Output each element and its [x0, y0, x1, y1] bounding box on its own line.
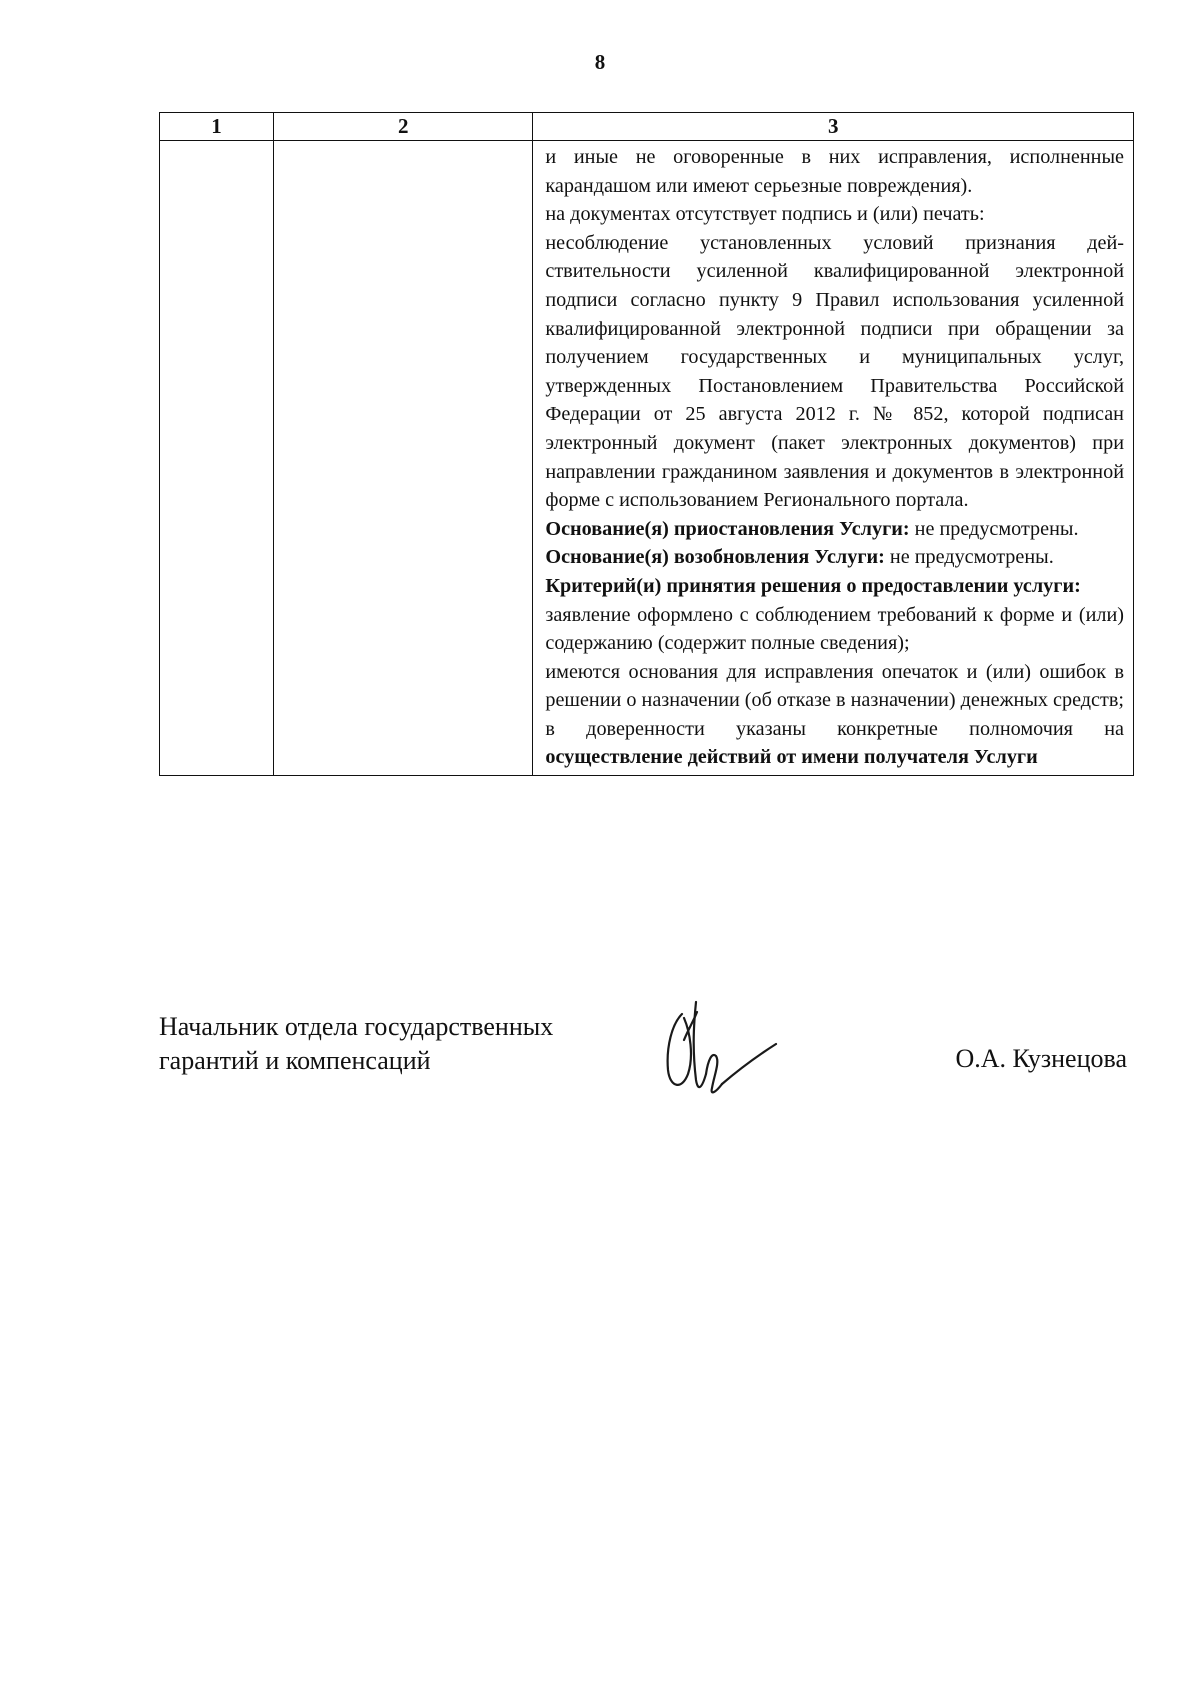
column-header-1: 1: [160, 113, 274, 141]
suspension-text: не предусмотрены.: [909, 517, 1079, 540]
signatory-name: О.А. Кузнецова: [955, 1044, 1127, 1073]
table-cell-col1: [160, 141, 274, 776]
criteria-label: Критерий(и) принятия решения о предоставлении услуги:: [545, 574, 1081, 597]
table-row: [160, 141, 1134, 776]
signatory-position: [159, 1010, 553, 1078]
position-line-1: Начальник отдела государственных: [159, 1012, 554, 1041]
suspension-label: Основание(я) приостановления Услуги:: [545, 517, 910, 540]
requirements-table: [159, 112, 1134, 776]
paragraph-resumption: [545, 543, 1124, 572]
paragraph-corrections: и иные не оговоренные в них исправления, исполненные карандашом или имеют серьезные повреждения).: [545, 146, 1124, 197]
table-header-row: [160, 113, 1134, 141]
paragraph-electronic-signature: несоблюдение установленных условий признания действительности усиленной квалифицированной электронной подписи согласно пункту 9 Правил использования усиленной квалифицированной электронной подписи при обращении за получением государственных и муниципальных услуг, утвержденных Постановлением Правительства Российской Федерации от 25 августа 2012 г. № 852, которой подписан электронный документ (пакет электронных документов) при направлении гражданином заявления и документов в электронной форме с использованием Регионального портала.: [545, 231, 1124, 512]
power-of-attorney-bold: осуществление действий от имени получателя Услуги: [545, 746, 1038, 769]
table-cell-col2: [274, 141, 533, 776]
handwritten-signature: [650, 992, 790, 1102]
paragraph-no-signature: на документах отсутствует подпись и (или) печать:: [545, 203, 985, 226]
paragraph-application-form: заявление оформлено с соблюдением требований к форме и (или) содержанию (содержит полные сведения);: [545, 603, 1124, 655]
paragraph-criteria-heading: [545, 572, 1124, 601]
column-header-2: 2: [274, 113, 533, 141]
resumption-text: не предусмотрены.: [884, 546, 1054, 569]
paragraph-power-of-attorney: [545, 715, 1124, 772]
position-line-2: гарантий и компенсаций: [159, 1046, 431, 1075]
table-cell-col3: [533, 141, 1134, 776]
column-header-3: 3: [533, 113, 1134, 141]
power-of-attorney-text: в доверенности указаны конкретные полномочия на: [545, 717, 1124, 740]
paragraph-correction-grounds: имеются основания для исправления опечаток и (или) ошибок в решении о назначении (об отказе в назначении) денежных средств;: [545, 660, 1124, 712]
page-number: 8: [594, 50, 606, 74]
resumption-label: Основание(я) возобновления Услуги:: [545, 546, 885, 569]
paragraph-suspension: [545, 515, 1124, 544]
